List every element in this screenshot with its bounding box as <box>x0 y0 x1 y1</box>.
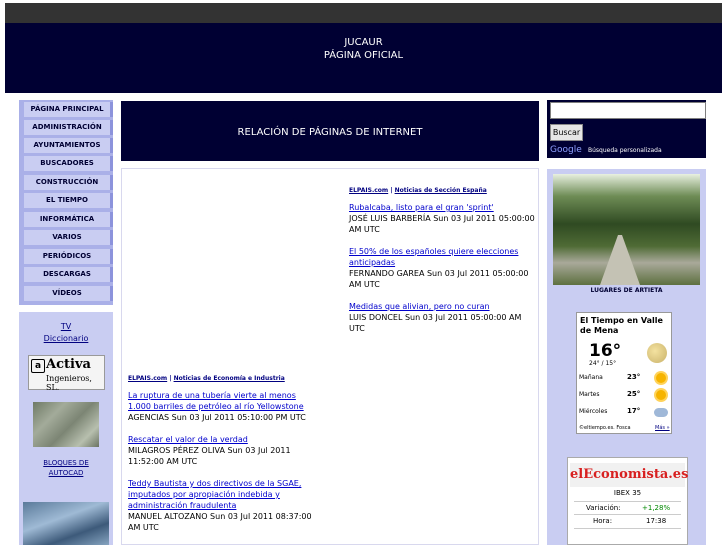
tv-link[interactable]: TV <box>60 322 72 331</box>
moon-icon <box>647 343 667 363</box>
divider <box>574 501 681 502</box>
cloud-icon <box>654 408 668 417</box>
feed-section-link[interactable]: Noticias de Economía e Industria <box>173 375 285 382</box>
time-value: 17:38 <box>646 517 667 525</box>
autocad-blocks-image[interactable] <box>33 402 99 447</box>
feed-source-link[interactable]: ELPAIS.com <box>128 375 168 382</box>
news-meta: MILAGROS PÉREZ OLIVA Sun 03 Jul 2011 11:52:00 AM UTC <box>128 446 291 466</box>
forecast-day: Martes <box>579 391 600 398</box>
weather-credit: ©eltiempo.es. Fosca <box>579 425 631 431</box>
feed-section-link[interactable]: Noticias de Sección España <box>394 187 487 194</box>
sun-icon <box>656 390 666 400</box>
feed-header: ELPAIS.com | Noticias de Sección España <box>349 187 487 194</box>
forecast-day: Miércoles <box>579 408 608 415</box>
news-meta: LUIS DONCEL Sun 03 Jul 2011 05:00:00 AM UTC <box>349 313 522 333</box>
feed-source-link[interactable]: ELPAIS.com <box>349 187 389 194</box>
forecast-day: Mañana <box>579 374 603 381</box>
time-label: Hora: <box>593 517 613 525</box>
economista-widget[interactable] <box>567 457 688 545</box>
search-label: Búsqueda personalizada <box>588 147 662 154</box>
weather-range: 24° / 15° <box>589 360 617 367</box>
activa-subtitle: Ingenieros, SL. <box>46 374 92 392</box>
nav-periodicos[interactable]: PERIÓDICOS <box>24 249 113 264</box>
weather-current-temp: 16° <box>589 341 622 361</box>
weather-more-link[interactable]: Más » <box>655 425 670 431</box>
news-link[interactable]: Rubalcaba, listo para el gran 'sprint' <box>349 203 494 212</box>
divider <box>574 528 681 529</box>
nav-ayuntamientos[interactable]: AYUNTAMIENTOS <box>24 138 113 153</box>
feed-spain <box>349 185 537 345</box>
news-link[interactable]: Rescatar el valor de la verdad <box>128 435 248 444</box>
economista-logo: elEconomista.es <box>570 463 685 487</box>
news-link[interactable]: Medidas que alivian, pero no curan <box>349 302 490 311</box>
nav-administracion[interactable]: ADMINISTRACIÓN <box>24 120 113 135</box>
weather-widget[interactable] <box>576 312 672 434</box>
top-bar <box>5 3 722 23</box>
nav-buscadores[interactable]: BUSCADORES <box>24 156 113 171</box>
news-meta: FERNANDO GAREA Sun 03 Jul 2011 05:00:00 AM UTC <box>349 269 529 289</box>
nav-videos[interactable]: VÍDEOS <box>24 286 113 301</box>
ibex-label: IBEX 35 <box>613 489 642 497</box>
nav-varios[interactable]: VARIOS <box>24 230 113 245</box>
diccionario-link[interactable]: Diccionario <box>43 334 89 343</box>
news-content <box>121 168 539 545</box>
photo-caption: LUGARES DE ARTIETA <box>590 287 663 294</box>
divider <box>574 514 681 515</box>
forecast-temp: 17° <box>627 407 641 415</box>
site-title: JUCAUR <box>344 37 383 48</box>
news-meta: AGENCIAS Sun 03 Jul 2011 05:10:00 PM UTC <box>128 413 306 422</box>
page-title: RELACIÓN DE PÁGINAS DE INTERNET <box>121 101 539 161</box>
search-button[interactable]: Buscar <box>550 124 583 141</box>
news-meta: MANUEL ALTOZANO Sun 03 Jul 2011 08:37:00 AM UTC <box>128 512 312 532</box>
nav-construccion[interactable]: CONSTRUCCIÓN <box>24 175 113 190</box>
main-navigation <box>19 100 113 305</box>
news-link[interactable]: Teddy Bautista y dos directivos de la SGAE, imputados por apropiación indebida y administración fraudulenta <box>128 479 302 510</box>
news-link[interactable]: La ruptura de una tubería vierte al menos 1.000 barriles de petróleo al río Yellowstone <box>128 391 304 411</box>
news-link[interactable]: El 50% de los españoles quiere elecciones anticipadas <box>349 247 519 267</box>
nav-el-tiempo[interactable]: EL TIEMPO <box>24 193 113 208</box>
nav-descargas[interactable]: DESCARGAS <box>24 267 113 282</box>
forecast-temp: 25° <box>627 390 641 398</box>
bloques-autocad-link[interactable]: BLOQUES DE AUTOCAD <box>43 459 89 477</box>
news-meta: JOSÉ LUIS BARBERÍA Sun 03 Jul 2011 05:00:00 AM UTC <box>349 214 535 234</box>
site-header <box>5 23 722 93</box>
feed-header: ELPAIS.com | Noticias de Economía e Industria <box>128 375 285 382</box>
activa-banner[interactable] <box>28 355 105 390</box>
search-input[interactable] <box>550 102 706 119</box>
nav-informatica[interactable]: INFORMÁTICA <box>24 212 113 227</box>
feed-economia <box>128 373 320 544</box>
activa-logo-icon: a <box>31 359 45 373</box>
google-logo: Google <box>550 145 582 155</box>
variation-label: Variación: <box>586 504 621 512</box>
forecast-temp: 23° <box>627 373 641 381</box>
google-search-panel <box>547 100 706 158</box>
nav-pagina-principal[interactable]: PÁGINA PRINCIPAL <box>24 102 113 117</box>
sun-icon <box>656 373 666 383</box>
site-subtitle: PÁGINA OFICIAL <box>323 50 404 61</box>
bottom-banner-image[interactable] <box>23 502 109 545</box>
activa-name: Activa <box>46 357 91 372</box>
variation-value: +1,28% <box>642 504 671 512</box>
weather-title: El Tiempo en Valle de Mena <box>580 316 663 335</box>
